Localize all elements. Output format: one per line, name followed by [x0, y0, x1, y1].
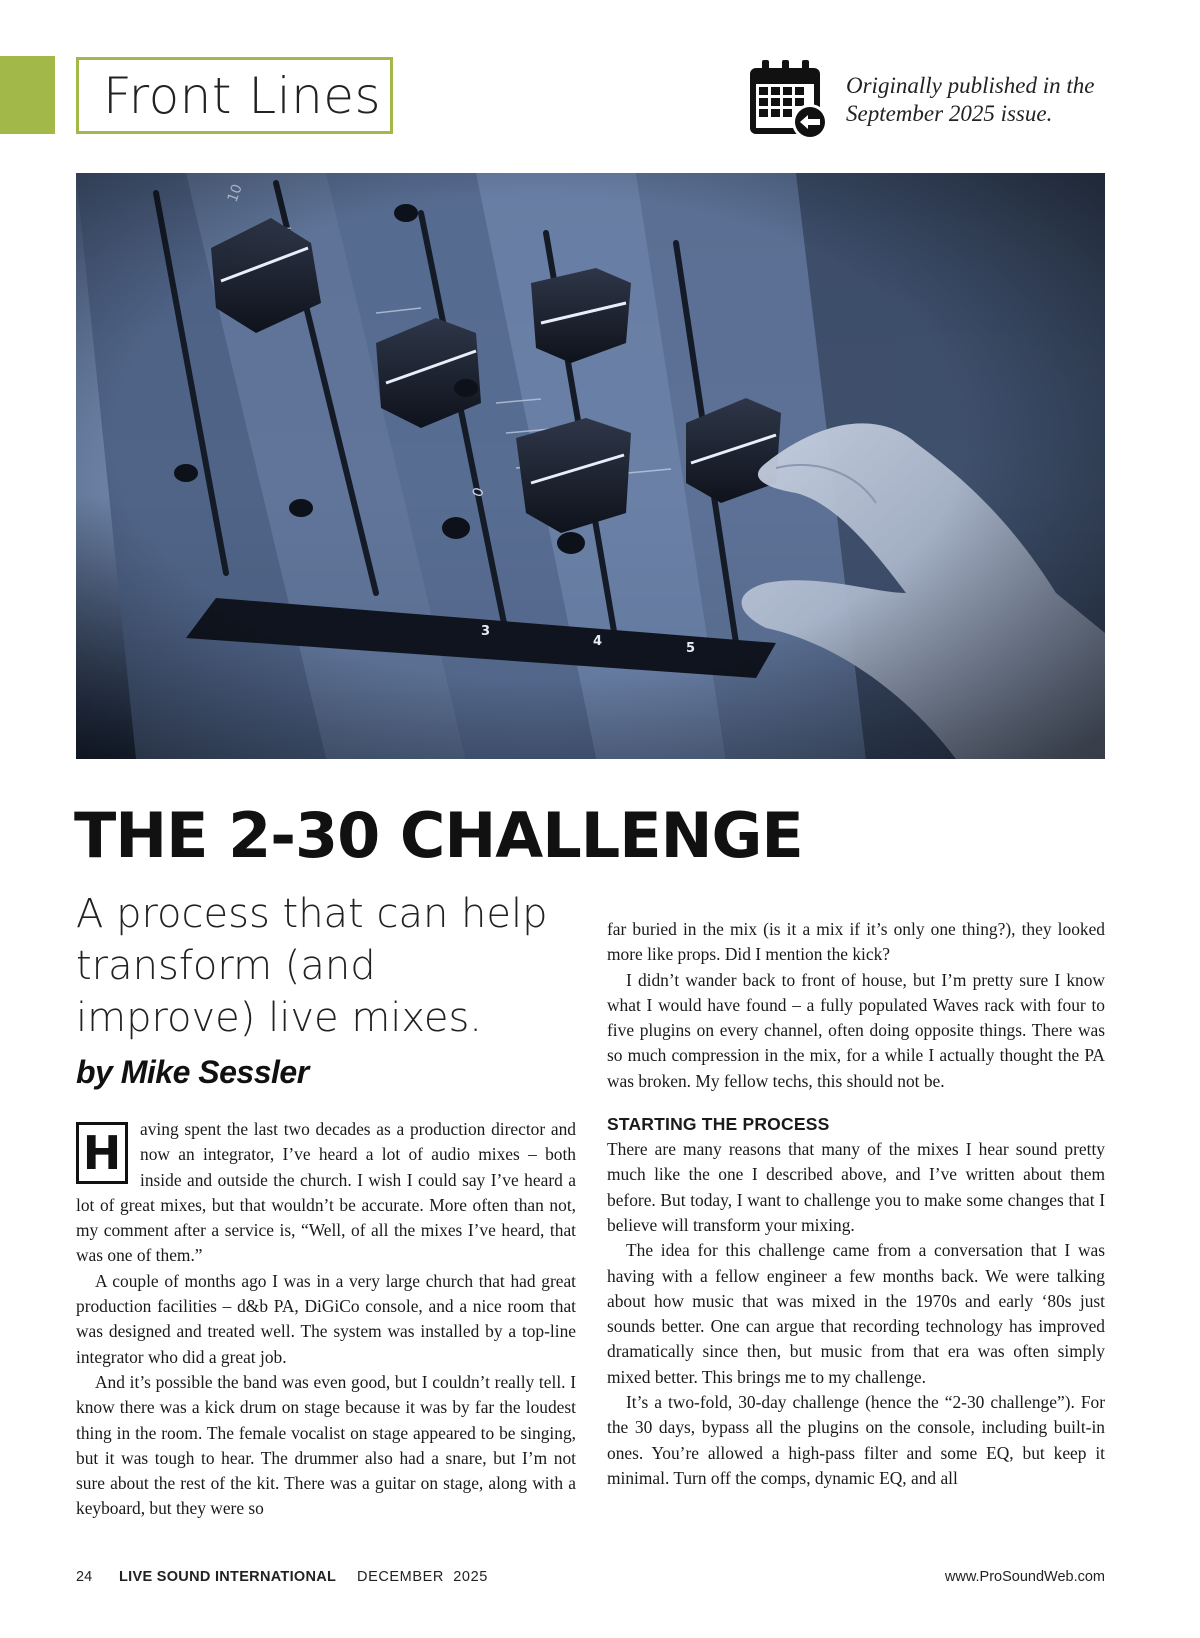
body-paragraph: I didn’t wander back to front of house, but I’m pretty sure I know what I would have found – a fully populated Waves rack with four to five plugins on every channel, often doing opposite things. There was so much compression in the mix, for a while I actually thought the PA was broken. My fellow techs, this should not be. [607, 969, 1105, 1091]
body-paragraph: far buried in the mix (is it a mix if it’s only one thing?), they looked more like props. Did I mention the kick? [607, 919, 1105, 965]
body-paragraph: aving spent the last two decades as a production director and now an integrator, I’ve heard a lot of audio mixes – both inside and outside the church. I wish I could say I’ve heard a lot of great mixes, but that wouldn’t be accurate. More often than not, my comment after a service is, “Well, of all the mixes I’ve heard, that was one of them.” [76, 1119, 576, 1266]
body-paragraph: There are many reasons that many of the mixes I hear sound pretty much like the one I described above, and I’ve written about them before. But today, I want to challenge you to make some changes that I believe will transform your mixing. [607, 1139, 1105, 1235]
article-headline: THE 2-30 CHALLENGE [74, 799, 803, 872]
section-color-tab [0, 56, 55, 134]
section-subhead: STARTING THE PROCESS [607, 1114, 830, 1135]
drop-cap: H [76, 1122, 128, 1184]
page-footer [76, 1569, 1105, 1593]
article-column-left [76, 1117, 576, 1522]
publication-note-line-2: September 2025 issue. [846, 101, 1053, 126]
body-paragraph: It’s a two-fold, 30-day challenge (hence the “2-30 challenge”). For the 30 days, bypass all the plugins on the console, including built-in ones. You’re allowed a high-pass filter and some EQ, but keep it minimal. Turn off the comps, dynamic EQ, and all [607, 1392, 1105, 1488]
section-label: Front Lines [76, 57, 393, 134]
calendar-back-arrow-icon [748, 60, 832, 142]
body-paragraph: And it’s possible the band was even good, but I couldn’t really tell. I know there was a kick drum on stage because it was by far the loudest thing in the room. The female vocalist on stage appeared to be singing, but it was tough to hear. The drummer also had a snare, but I’m not sure about the rest of the kit. There was a guitar on stage, along with a keyboard, but they were so [76, 1371, 576, 1519]
body-paragraph: The idea for this challenge came from a conversation that I was having with a fellow engineer a few months back. We were talking about how music that was mixed in the 1970s and early ‘80s just sounds better. One can argue that recording technology has improved dramatically since then, but music from that era was often simply mixed better. This brings me to my challenge. [607, 1240, 1105, 1387]
issue-date: DECEMBER 2025 [357, 1569, 488, 1585]
publication-note-line-1: Originally published in the [846, 73, 1095, 98]
website-url: www.ProSoundWeb.com [944, 1569, 1105, 1585]
article-column-right [607, 917, 1105, 1491]
publication-note [846, 72, 1146, 128]
magazine-name: LIVE SOUND INTERNATIONAL [119, 1569, 337, 1585]
article-byline: by Mike Sessler [76, 1054, 309, 1090]
article-deck: A process that can help transform (and improve) live mixes. [76, 891, 548, 1041]
page-number: 24 [76, 1569, 93, 1585]
body-paragraph: A couple of months ago I was in a very large church that had great production facilities – d&b PA, DiGiCo console, and a nice room that was designed and treated well. The system was installed by a top-line integrator who did a great job. [76, 1270, 576, 1367]
hero-photo-mixing-console [76, 173, 1105, 759]
